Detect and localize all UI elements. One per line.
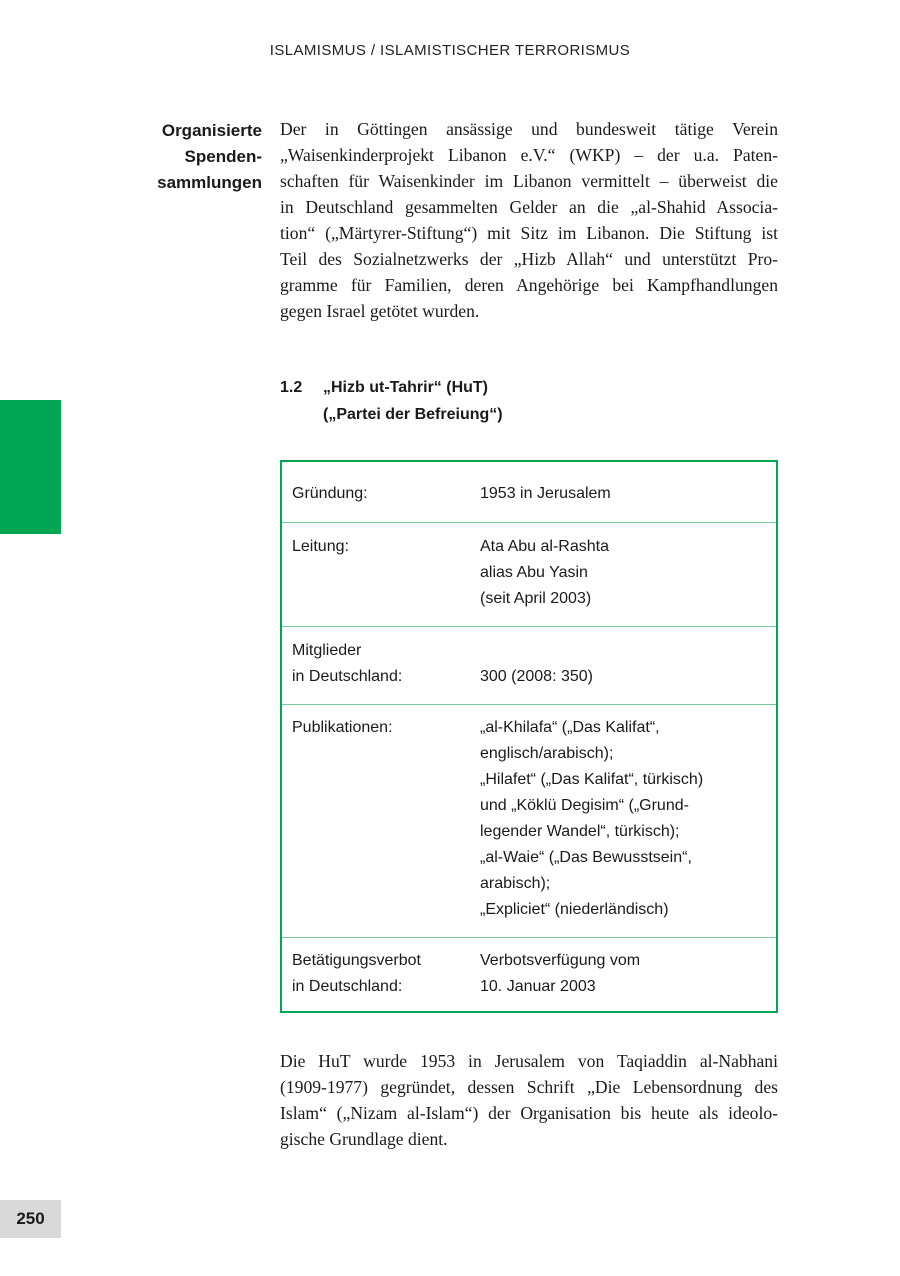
fact-key-text: Betätigungsverbot xyxy=(292,952,421,969)
margin-heading xyxy=(122,118,262,196)
fact-value xyxy=(480,534,766,626)
fact-row-leadership xyxy=(282,522,776,626)
paragraph-donations xyxy=(280,116,778,324)
fact-value-text: alias Abu Yasin xyxy=(480,564,588,581)
fact-value xyxy=(480,638,766,704)
paragraph-line: „Waisenkinderprojekt Libanon e.V.“ (WKP) – der u.a. Paten- xyxy=(280,145,778,165)
section-title-line: („Partei der Befreiung“) xyxy=(323,406,503,423)
fact-row-ban xyxy=(282,937,776,1011)
paragraph-hut-history xyxy=(280,1048,778,1152)
margin-heading-line: sammlungen xyxy=(157,173,262,192)
paragraph-line: gramme für Familien, deren Angehörige bei Kampfhandlungen xyxy=(280,275,778,295)
fact-table xyxy=(280,460,778,1013)
fact-value-text: englisch/arabisch); xyxy=(480,745,614,762)
fact-value-text: „al-Waie“ („Das Bewusstsein“, xyxy=(480,849,692,866)
fact-value-text: legender Wandel“, türkisch); xyxy=(480,823,680,840)
fact-key xyxy=(292,534,480,626)
paragraph-line: Teil des Sozialnetzwerks der „Hizb Allah“ und unterstützt Pro- xyxy=(280,249,778,269)
fact-value-text: „Expliciet“ (niederländisch) xyxy=(480,901,669,918)
fact-row-members xyxy=(282,626,776,704)
fact-value-text: „Hilafet“ („Das Kalifat“, türkisch) xyxy=(480,771,704,788)
fact-value xyxy=(480,481,766,522)
fact-value-text: 300 (2008: 350) xyxy=(480,668,593,685)
fact-value xyxy=(480,715,766,937)
fact-key xyxy=(292,715,480,937)
fact-value-text: 1953 in Jerusalem xyxy=(480,485,611,502)
paragraph-line: gegen Israel getötet wurden. xyxy=(280,301,480,321)
paragraph-line: Der in Göttingen ansässige und bundesweit tätige Verein xyxy=(280,119,778,139)
section-title xyxy=(323,374,503,428)
fact-key-text: Gründung: xyxy=(292,485,368,502)
paragraph-line: Islam“ („Nizam al-Islam“) der Organisation bis heute als ideolo- xyxy=(280,1103,778,1123)
paragraph-line: in Deutschland gesammelten Gelder an die „al-Shahid Associa- xyxy=(280,197,778,217)
fact-key xyxy=(292,948,480,1011)
page-number: 250 xyxy=(0,1200,61,1238)
fact-row-founding xyxy=(282,462,776,522)
fact-key-text: Leitung: xyxy=(292,538,349,555)
paragraph-line: schaften für Waisenkinder im Libanon vermittelt – überweist die xyxy=(280,171,778,191)
fact-value-text: 10. Januar 2003 xyxy=(480,978,596,995)
fact-value-text: „al-Khilafa“ („Das Kalifat“, xyxy=(480,719,660,736)
section-title-line: „Hizb ut-Tahrir“ (HuT) xyxy=(323,379,489,396)
fact-key-text: in Deutschland: xyxy=(292,668,403,685)
fact-value-text: arabisch); xyxy=(480,875,551,892)
fact-value-text: Verbotsverfügung vom xyxy=(480,952,641,969)
section-number: 1.2 xyxy=(280,379,303,396)
fact-key xyxy=(292,638,480,704)
fact-value-text: Ata Abu al-Rashta xyxy=(480,538,609,555)
fact-value-text: und „Köklü Degisim“ („Grund- xyxy=(480,797,689,814)
fact-key-text: in Deutschland: xyxy=(292,978,403,995)
margin-heading-line: Spenden- xyxy=(184,147,262,166)
fact-key xyxy=(292,481,480,522)
paragraph-line: (1909-1977) gegründet, dessen Schrift „Die Lebensordnung des xyxy=(280,1077,778,1097)
running-head: ISLAMISMUS / ISLAMISTISCHER TERRORISMUS xyxy=(269,42,631,59)
fact-key-text: Publikationen: xyxy=(292,719,393,736)
paragraph-line: gische Grundlage dient. xyxy=(280,1129,448,1149)
paragraph-line: tion“ („Märtyrer-Stiftung“) mit Sitz im Libanon. Die Stiftung ist xyxy=(280,223,778,243)
fact-row-publications xyxy=(282,704,776,937)
fact-value xyxy=(480,948,766,1011)
margin-heading-line: Organisierte xyxy=(161,121,262,140)
fact-key-text: Mitglieder xyxy=(292,642,362,659)
paragraph-line: Die HuT wurde 1953 in Jerusalem von Taqiaddin al-Nabhani xyxy=(280,1051,778,1071)
chapter-marker-tab xyxy=(0,400,61,534)
fact-value-text: (seit April 2003) xyxy=(480,590,592,607)
